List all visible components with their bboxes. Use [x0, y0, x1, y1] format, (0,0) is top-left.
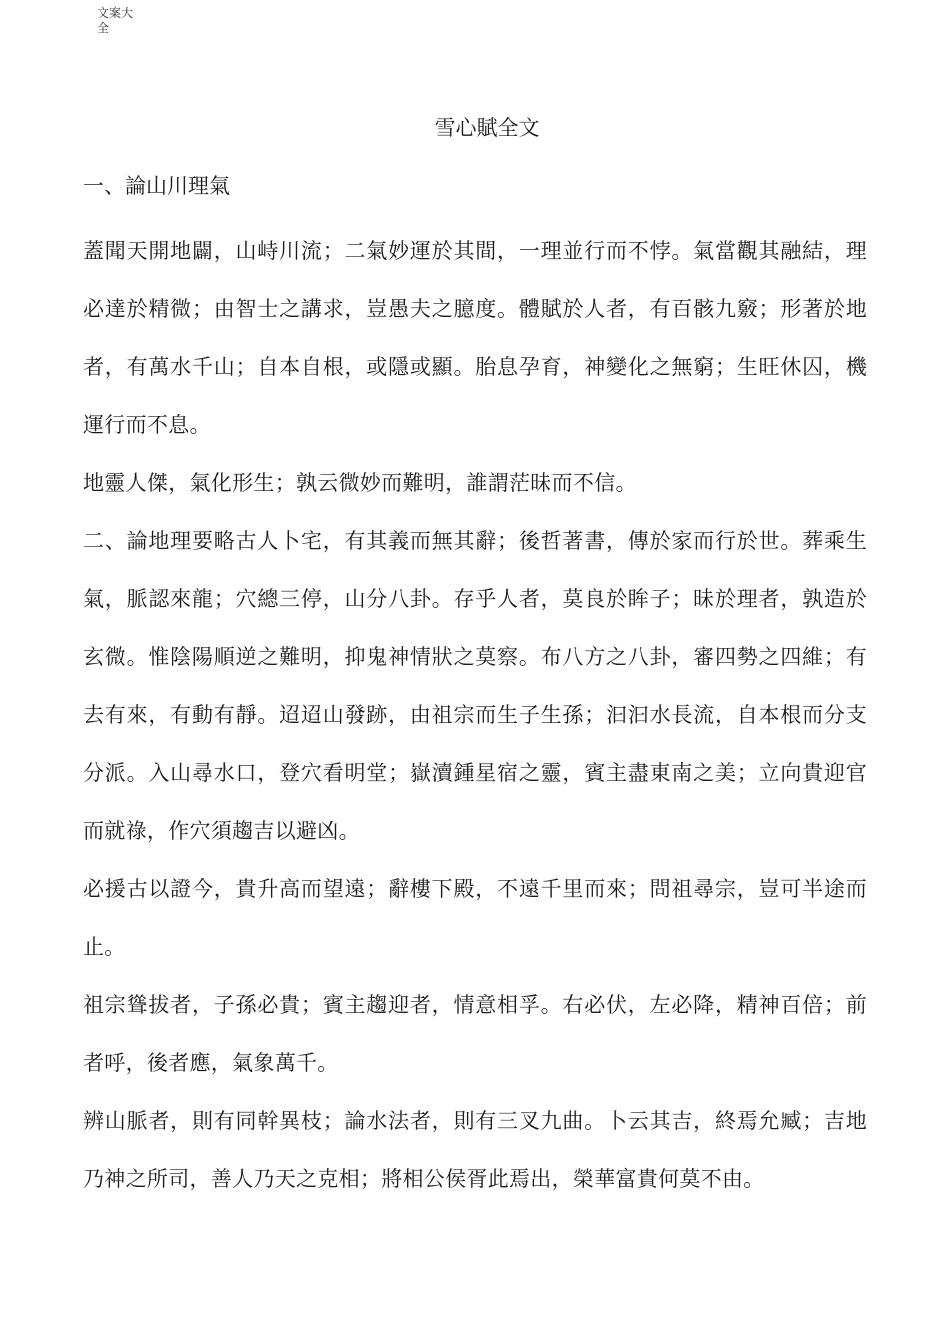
paragraph-5: 祖宗聳拔者，子孫必貴；賓主趨迎者，情意相孚。右必伏，左必降，精神百倍；前者呼，後者應，氣象萬千。 — [83, 993, 867, 1075]
document-body — [83, 170, 867, 1208]
paragraph-3: 二、論地理要略古人卜宅，有其義而無其辭；後哲著書，傳於家而行於世。葬乘生氣，脈認來龍；穴總三停，山分八卦。存乎人者，莫良於眸子；昧於理者，孰造於玄微。惟陰陽順逆之難明，抑鬼神情狀之莫察。布八方之八卦，審四勢之四維；有去有來，有動有靜。迢迢山發跡，由祖宗而生子生孫；汩汩水長流，自本根而分支分派。入山尋水口，登穴看明堂；嶽瀆鍾星宿之靈，賓主盡東南之美；立向貴迎官而就祿，作穴須趨吉以避凶。 — [83, 529, 867, 843]
page-title: 雪心賦全文 — [434, 116, 540, 140]
section-heading: 一、論山川理氣 — [83, 174, 230, 198]
paragraph-4: 必援古以證今，貴升高而望遠；辭樓下殿，不遠千里而來；問祖尋宗，豈可半途而止。 — [83, 877, 867, 959]
paragraph-2: 地靈人傑，氣化形生；孰云微妙而難明，誰謂茫昧而不信。 — [83, 471, 637, 495]
paragraph-6: 辨山脈者，則有同幹異枝；論水法者，則有三叉九曲。卜云其吉，終焉允臧；吉地乃神之所司，善人乃天之克相；將相公侯胥此焉出，榮華富貴何莫不由。 — [83, 1109, 867, 1191]
header-mark: 文案大全 — [97, 6, 134, 35]
paragraph-1: 蓋聞天開地闢，山峙川流；二氣妙運於其間，一理並行而不悖。氣當觀其融結，理必達於精微；由智士之講求，豈愚夫之臆度。體賦於人者，有百骸九竅；形著於地者，有萬水千山；自本自根，或隱或顯。胎息孕育，神變化之無窮；生旺休囚，機運行而不息。 — [83, 239, 867, 437]
